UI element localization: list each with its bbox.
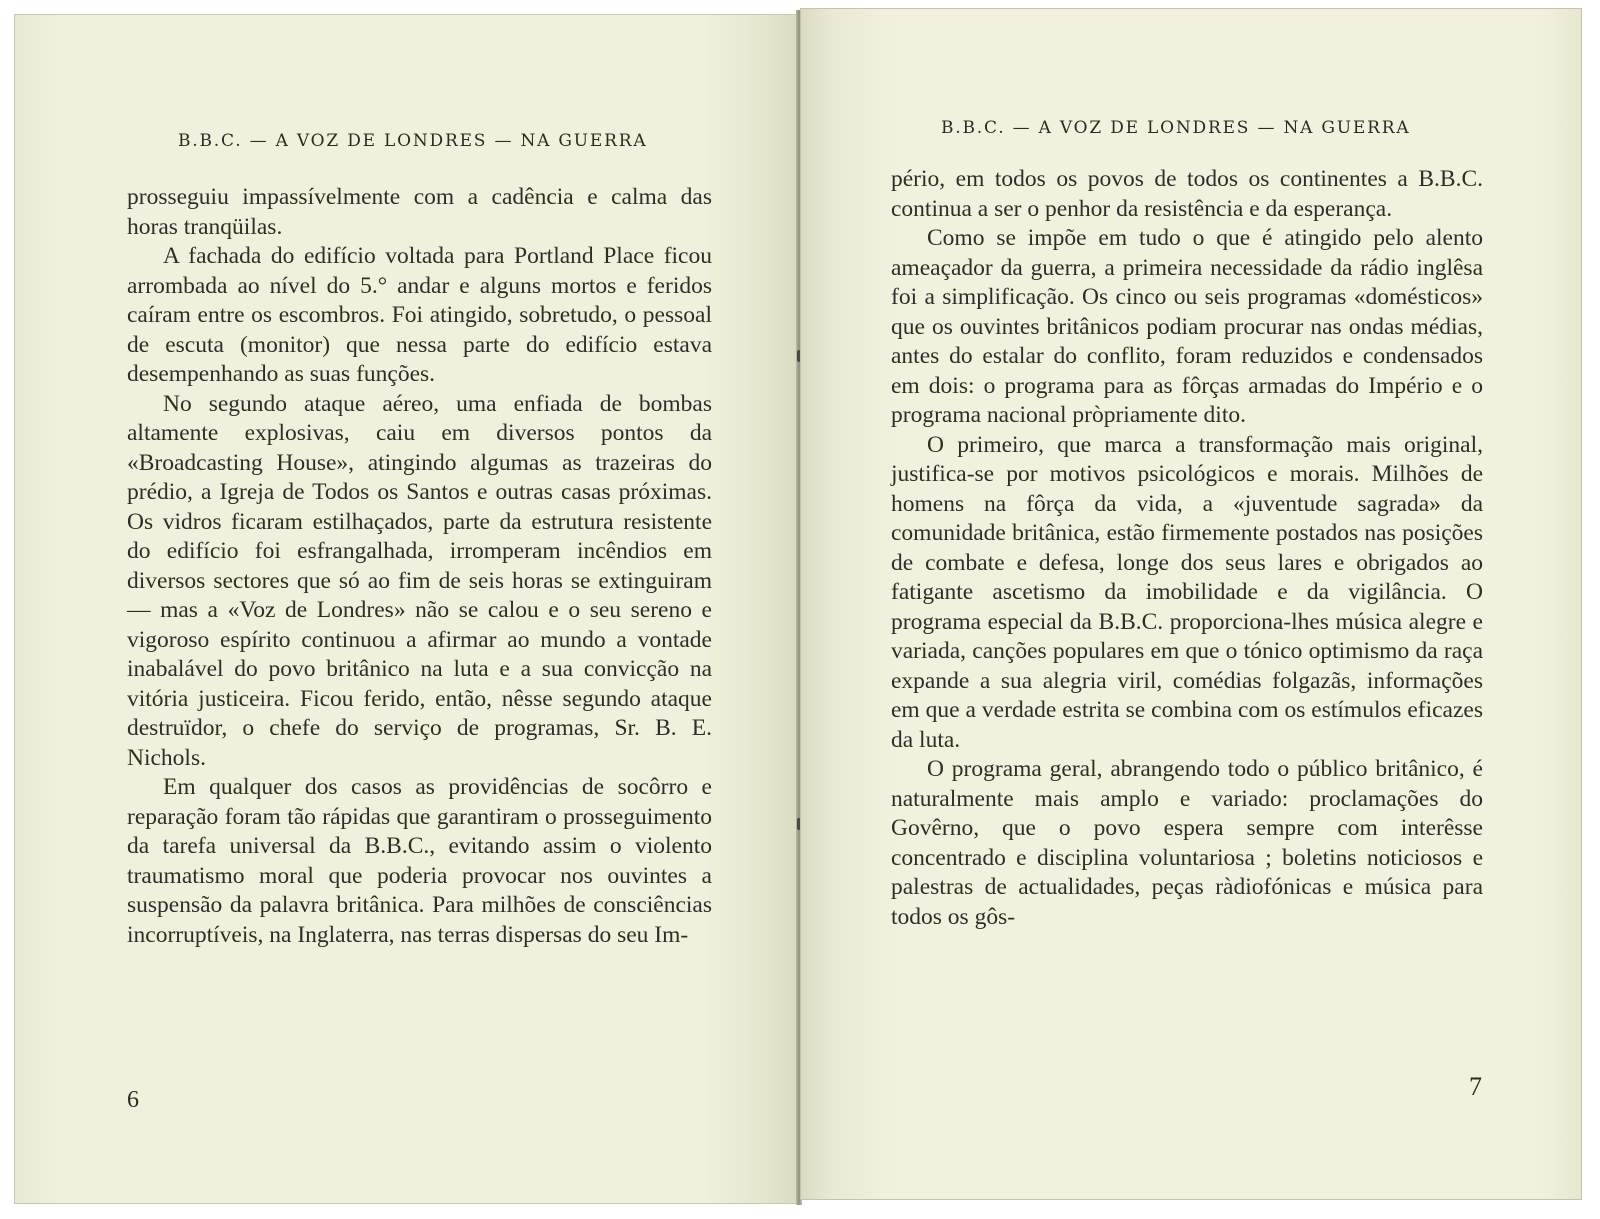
right-page-number: 7 xyxy=(1469,1072,1482,1101)
left-paragraph-1: prosseguiu impassívelmente com a cadência e calma das horas tranqüilas. xyxy=(127,184,712,240)
left-page-body xyxy=(127,183,712,950)
left-paragraph-3: No segundo ataque aéreo, uma enfiada de bombas altamente explosivas, caiu em diversos pontos da «Broadcasting House», atingindo algumas as trazeiras do prédio, a Igreja de Todos os Santos e outras casas próximas. Os vidros ficaram estilhaçados, parte da estrutura resistente do edifício foi esfrangalhada, irromperam incêndios em diversos sectores que só ao fim de seis horas se extinguiram — mas a «Voz de Londres» não se calou e o seu sereno e vigoroso espírito continuou a afirmar ao mundo a vontade inabalável do povo britânico na luta e a sua convicção na vitória justiceira. Ficou ferido, então, nêsse segundo ataque destruïdor, o chefe do serviço de programas, Sr. B. E. Nichols. xyxy=(127,390,712,771)
right-paragraph-1: pério, em todos os povos de todos os continentes a B.B.C. continua a ser o penhor da resistência e da esperança. xyxy=(891,166,1483,222)
right-paragraph-3: O primeiro, que marca a transformação mais original, justifica-se por motivos psicológicos e morais. Milhões de homens na fôrça da vida, a «juventude sagrada» da comunidade britânica, estão firmemente postados nas posições de combate e defesa, longe dos seus lares e obrigados ao fatigante ascetismo da imobilidade e da vigilância. O programa especial da B.B.C. proporciona-lhes música alegre e variada, canções populares em que o tónico optimismo da raça expande a sua alegria viril, comédias folgazãs, informações em que a verdade estrita se combina com os estímulos eficazes da luta. xyxy=(891,431,1483,753)
right-paragraph-2: Como se impõe em tudo o que é atingido pelo alento ameaçador da guerra, a primeira necessidade da rádio inglêsa foi a simplificação. Os cinco ou seis programas «domésticos» que os ouvintes britânicos podiam procurar nas ondas médias, antes do estalar do conflito, foram reduzidos e condensados em dois: o programa para as fôrças armadas do Império e o programa nacional pròpriamente dito. xyxy=(891,225,1483,428)
left-page xyxy=(14,14,798,1204)
right-paragraph-4: O programa geral, abrangendo todo o público britânico, é naturalmente mais amplo e variado: proclamações do Govêrno, que o povo espera sempre com interêsse concentrado e disciplina voluntariosa ; boletins noticiosos e palestras de actualidades, peças ràdiofónicas e música para todos os gôs- xyxy=(891,756,1483,930)
right-running-head: B.B.C. — A VOZ DE LONDRES — NA GUERRA xyxy=(941,118,1411,138)
left-paragraph-4: Em qualquer dos casos as providências de socôrro e reparação foram tão rápidas que garantiram o prosseguimento da tarefa universal da B.B.C., evitando assim o violento traumatismo moral que poderia provocar nos ouvintes a suspensão da palavra britânica. Para milhões de consciências incorruptíveis, na Inglaterra, nas terras dispersas do seu Im- xyxy=(127,774,712,948)
right-page-body xyxy=(891,165,1483,932)
left-paragraph-2: A fachada do edifício voltada para Portland Place ficou arrombada ao nível do 5.° andar e alguns mortos e feridos caíram entre os escombros. Foi atingido, sobretudo, o pessoal de escuta (monitor) que nessa parte do edifício estava desempenhando as suas funções. xyxy=(127,243,712,387)
right-page xyxy=(800,8,1582,1200)
left-running-head: B.B.C. — A VOZ DE LONDRES — NA GUERRA xyxy=(178,131,648,151)
left-page-number: 6 xyxy=(127,1087,139,1113)
